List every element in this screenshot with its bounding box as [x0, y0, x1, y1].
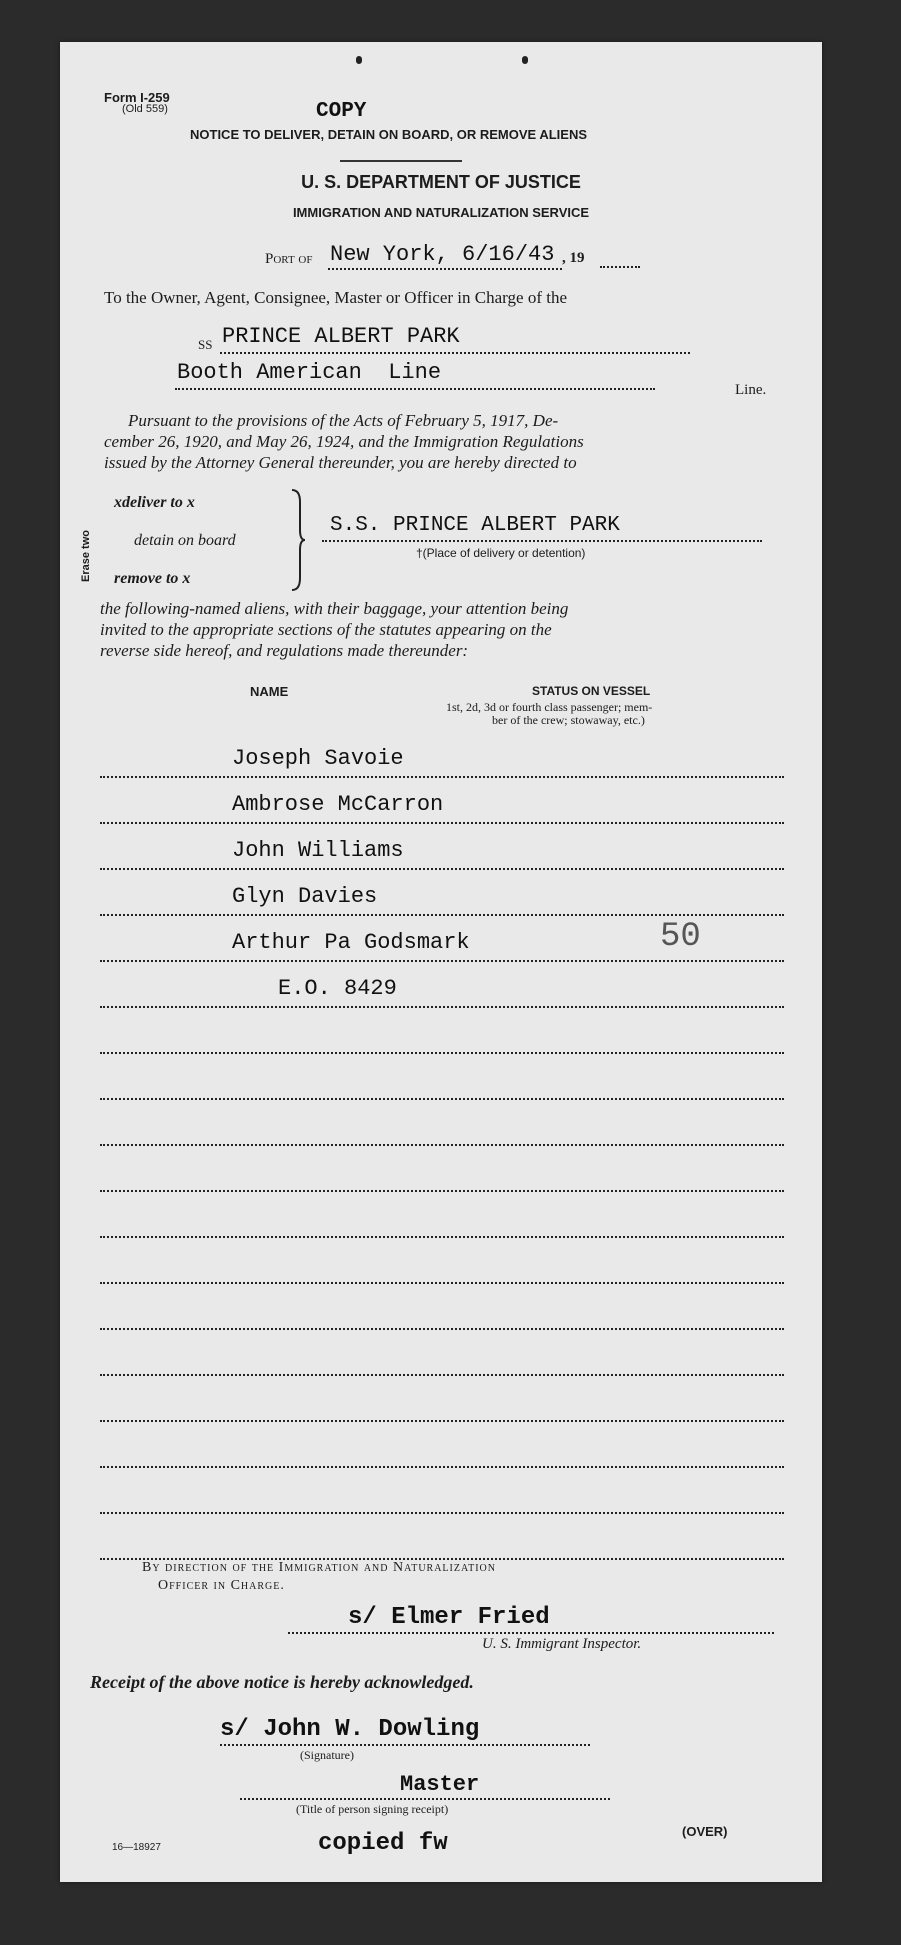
- port-label: Port of: [265, 251, 313, 267]
- copy-stamp: COPY: [316, 100, 367, 123]
- margin-number: 50: [660, 918, 701, 956]
- status-subcaption: ber of the crew; stowaway, etc.): [492, 713, 645, 727]
- list-item[interactable]: [100, 962, 784, 1008]
- direction-line: Officer in Charge.: [158, 1578, 285, 1593]
- pursuant-line: Pursuant to the provisions of the Acts of February 5, 1917, De-: [128, 411, 559, 430]
- option-deliver[interactable]: xdeliver to x: [114, 494, 195, 511]
- master-title: Master: [400, 1772, 480, 1797]
- ship-name: PRINCE ALBERT PARK: [222, 324, 460, 349]
- list-item[interactable]: [100, 732, 784, 778]
- list-item[interactable]: [100, 1422, 784, 1468]
- service-title: IMMIGRATION AND NATURALIZATION SERVICE: [292, 205, 590, 220]
- port-value: New York, 6/16/43: [330, 242, 555, 267]
- alien-name: Joseph Savoie: [232, 746, 404, 771]
- inspector-title: U. S. Immigrant Inspector.: [482, 1636, 642, 1652]
- year-prefix: , 19: [562, 250, 585, 266]
- list-item[interactable]: [100, 1238, 784, 1284]
- print-code: 16—18927: [112, 1842, 161, 1853]
- erase-two-label: Erase two: [80, 530, 92, 582]
- ss-prefix: SS: [198, 337, 213, 352]
- place-caption: †(Place of delivery or detention): [416, 546, 586, 560]
- master-signature: s/ John W. Dowling: [220, 1716, 480, 1743]
- notice-title: NOTICE TO DELIVER, DETAIN ON BOARD, OR REMOVE ALIENS: [190, 127, 588, 142]
- form-old-number: (Old 559): [122, 103, 168, 115]
- list-item[interactable]: [100, 1514, 784, 1560]
- list-item[interactable]: [100, 870, 784, 916]
- inspector-signature-field[interactable]: [288, 1602, 774, 1634]
- copied-note: copied fw: [318, 1830, 448, 1857]
- receipt-text: Receipt of the above notice is hereby acknowledged.: [90, 1672, 474, 1692]
- alien-name: Ambrose McCarron: [232, 792, 444, 817]
- status-column-header: STATUS ON VESSEL: [532, 684, 651, 698]
- alien-name: Arthur Pa Godsmark: [232, 930, 470, 955]
- list-item[interactable]: [100, 916, 784, 962]
- signature-caption: (Signature): [300, 1748, 354, 1762]
- ship-name-field[interactable]: [220, 324, 690, 354]
- place-value: S.S. PRINCE ALBERT PARK: [330, 514, 620, 537]
- list-item[interactable]: [100, 778, 784, 824]
- list-item[interactable]: [100, 1284, 784, 1330]
- punch-hole: [356, 56, 362, 64]
- to-line: To the Owner, Agent, Consignee, Master or Officer in Charge of the: [104, 288, 567, 307]
- option-detain[interactable]: detain on board: [134, 532, 236, 549]
- list-item[interactable]: [100, 1330, 784, 1376]
- following-line: reverse side hereof, and regulations made thereunder:: [100, 641, 469, 660]
- line-company: Booth American Line: [177, 360, 442, 385]
- following-line: the following-named aliens, with their baggage, your attention being: [100, 599, 569, 618]
- title-caption: (Title of person signing receipt): [296, 1802, 449, 1816]
- department-title: U. S. DEPARTMENT OF JUSTICE: [301, 172, 581, 192]
- list-item[interactable]: [100, 1376, 784, 1422]
- form-page: [60, 42, 822, 1882]
- pursuant-line: issued by the Attorney General thereunder, you are hereby directed to: [104, 453, 577, 472]
- header-rule: [340, 160, 462, 162]
- list-item[interactable]: [100, 1468, 784, 1514]
- line-suffix: Line.: [735, 382, 767, 398]
- following-line: invited to the appropriate sections of the statutes appearing on the: [100, 620, 552, 639]
- pursuant-line: cember 26, 1920, and May 26, 1924, and the Immigration Regulations: [104, 432, 584, 451]
- alien-name: Glyn Davies: [232, 884, 378, 909]
- inspector-signature: s/ Elmer Fried: [348, 1604, 550, 1631]
- status-subcaption: 1st, 2d, 3d or fourth class passenger; mem-: [446, 700, 653, 714]
- master-signature-field[interactable]: [220, 1714, 590, 1746]
- year-field[interactable]: [600, 252, 640, 268]
- list-item[interactable]: [100, 824, 784, 870]
- list-item[interactable]: [100, 1192, 784, 1238]
- over-label: (OVER): [682, 1824, 728, 1839]
- name-column-header: NAME: [250, 684, 289, 699]
- form-number: Form I-259: [104, 90, 170, 105]
- port-field[interactable]: [328, 242, 562, 270]
- options-brace: [290, 488, 306, 592]
- line-company-field[interactable]: [175, 360, 655, 390]
- following-paragraph: [100, 598, 568, 661]
- master-title-field[interactable]: [240, 1768, 610, 1800]
- punch-hole: [522, 56, 528, 64]
- list-item[interactable]: [100, 1100, 784, 1146]
- alien-name: John Williams: [232, 838, 404, 863]
- option-remove[interactable]: remove to x: [114, 570, 191, 587]
- list-item[interactable]: [100, 1008, 784, 1054]
- pursuant-paragraph: [104, 410, 584, 473]
- list-item[interactable]: [100, 1146, 784, 1192]
- direction-line: By direction of the Immigration and Naturalization: [142, 1560, 496, 1575]
- alien-list: [100, 732, 784, 1560]
- order-note: E.O. 8429: [278, 976, 397, 1001]
- list-item[interactable]: [100, 1054, 784, 1100]
- place-field[interactable]: [322, 512, 762, 542]
